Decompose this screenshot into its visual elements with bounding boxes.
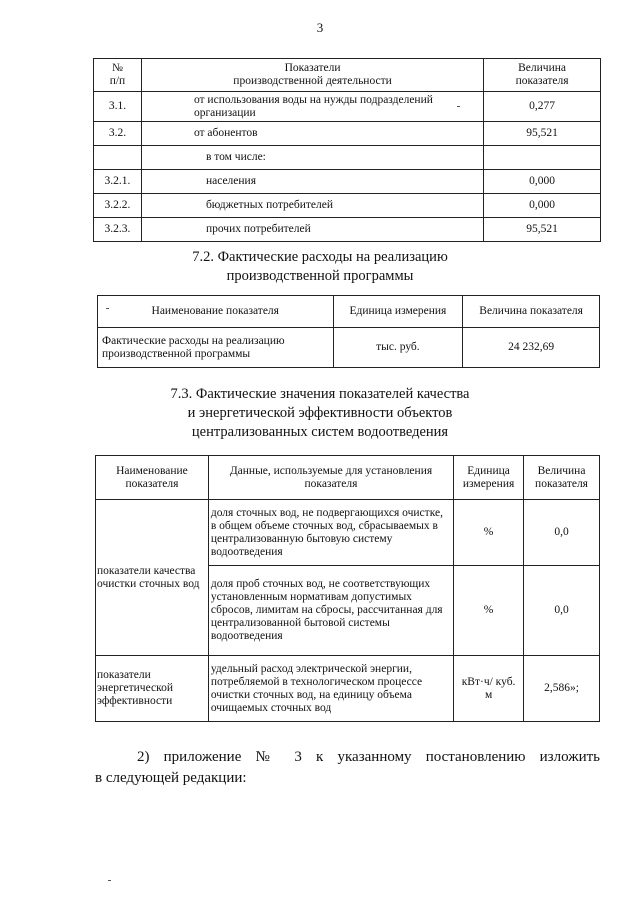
table-row <box>96 500 600 566</box>
table-header-row <box>96 456 600 500</box>
row-unit: кВт·ч/ куб. м <box>454 656 524 722</box>
row-number: 3.2. <box>94 122 142 146</box>
scan-mark <box>457 106 460 107</box>
paragraph-line-1: 2) приложение № 3 к указанному постановлению изложить <box>137 749 600 765</box>
row-unit: тыс. руб. <box>333 328 463 368</box>
row-number: 3.2.2. <box>94 194 142 218</box>
header-data: Данные, используемые для установления показателя <box>208 456 453 500</box>
table-row <box>94 146 601 170</box>
header-name: Наименование показателя <box>96 456 209 500</box>
section-7-2-title: 7.2. Фактические расходы на реализацию производственной программы <box>192 249 448 284</box>
table-row <box>94 194 601 218</box>
table-row <box>94 170 601 194</box>
row-name: в том числе: <box>141 146 483 170</box>
row-number <box>94 146 142 170</box>
table-row <box>94 122 601 146</box>
table-row <box>98 328 600 368</box>
row-name: Фактические расходы на реализацию производственной программы <box>98 328 334 368</box>
page-number: 3 <box>316 20 324 35</box>
table-header-row <box>98 296 600 328</box>
section-7-3-title: 7.3. Фактические значения показателей качества и энергетической эффективности объектов централизованных систем водоотведения <box>170 386 470 440</box>
row-data: доля проб сточных вод, не соответствующих установленным нормативам допустимых сбросов, лимитам на сбросы, рассчитанная для централизованной бытовой системы водоотведения <box>208 566 453 656</box>
scan-mark <box>106 308 109 309</box>
row-value <box>484 146 601 170</box>
row-data: доля сточных вод, не подвергающихся очистке, в общем объеме сточных вод, сбрасываемых в централизованную бытовую систему водоотведения <box>208 500 453 566</box>
header-value: Величина показателя <box>484 59 601 92</box>
row-value: 0,000 <box>484 194 601 218</box>
table-header-row <box>94 59 601 92</box>
row-name: бюджетных потребителей <box>141 194 483 218</box>
row-name: от использования воды на нужды подразделений организации <box>141 92 483 122</box>
row-value: 95,521 <box>484 218 601 242</box>
row-value: 0,277 <box>484 92 601 122</box>
row-value: 0,0 <box>524 566 600 656</box>
row-unit: % <box>454 566 524 656</box>
paragraph-line-2: в следующей редакции: <box>95 770 247 786</box>
row-unit: % <box>454 500 524 566</box>
row-value: 2,586»; <box>524 656 600 722</box>
table-row <box>94 92 601 122</box>
quality-efficiency-table <box>95 455 600 722</box>
group-name-energy: показатели энергетической эффективности <box>96 656 209 722</box>
table-row <box>94 218 601 242</box>
production-indicators-table <box>93 58 601 242</box>
row-name: от абонентов <box>141 122 483 146</box>
row-value: 0,0 <box>524 500 600 566</box>
header-unit: Единица измерения <box>333 296 463 328</box>
actual-expenses-table <box>97 295 600 368</box>
group-name-quality: показатели качества очистки сточных вод <box>96 500 209 656</box>
scan-mark <box>108 880 111 881</box>
row-value: 24 232,69 <box>463 328 600 368</box>
row-value: 0,000 <box>484 170 601 194</box>
row-number: 3.2.3. <box>94 218 142 242</box>
header-number: № п/п <box>94 59 142 92</box>
row-value: 95,521 <box>484 122 601 146</box>
header-indicators: Показатели производственной деятельности <box>141 59 483 92</box>
table-row <box>96 656 600 722</box>
row-name: населения <box>141 170 483 194</box>
header-value: Величина показателя <box>524 456 600 500</box>
row-name: прочих потребителей <box>141 218 483 242</box>
header-name: Наименование показателя <box>98 296 334 328</box>
row-number: 3.2.1. <box>94 170 142 194</box>
row-data: удельный расход электрической энергии, потребляемой в технологическом процессе очистки сточных вод, на единицу объема очищаемых сточных вод <box>208 656 453 722</box>
header-unit: Единица измерения <box>454 456 524 500</box>
header-value: Величина показателя <box>463 296 600 328</box>
row-number: 3.1. <box>94 92 142 122</box>
